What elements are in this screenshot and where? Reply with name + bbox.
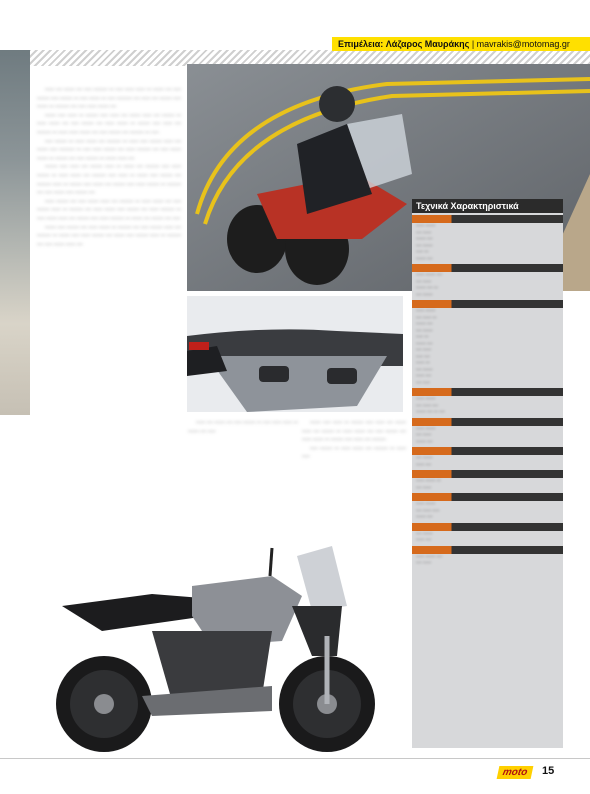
spec-row: ꞏꞏꞏꞏꞏꞏ ꞏꞏꞏꞏꞏꞏꞏ ꞏꞏꞏ ꞏꞏꞏꞏ ꞏꞏꞏꞏꞏꞏ bbox=[416, 478, 441, 490]
spec-section-header bbox=[412, 388, 563, 396]
motorcycle-studio-photo bbox=[42, 536, 387, 756]
article-column-middle: ꞏꞏꞏꞏꞏꞏ ꞏꞏꞏꞏ ꞏꞏꞏꞏꞏꞏꞏ ꞏꞏꞏꞏ ꞏꞏꞏꞏꞏ ꞏꞏꞏꞏꞏꞏꞏꞏ ꞏꞏꞏ ꞏꞏꞏꞏꞏ ꞏꞏꞏꞏꞏꞏ ꞏꞏꞏꞏꞏꞏ ꞏꞏꞏ ꞏꞏꞏꞏꞏꞏꞏ ꞏꞏꞏꞏ ꞏꞏꞏꞏꞏ bbox=[188, 420, 298, 435]
page-number: 15 bbox=[542, 765, 555, 777]
spec-row: ꞏꞏꞏꞏꞏꞏ ꞏꞏꞏꞏꞏꞏꞏ ꞏꞏꞏꞏ ꞏꞏꞏꞏꞏꞏ ꞏꞏꞏ ꞏꞏꞏꞏꞏꞏꞏ ꞏꞏꞏꞏ ꞏꞏꞏꞏ ꞏꞏꞏꞏꞏꞏꞏ ꞏꞏꞏꞏꞏ ꞏꞏꞏ ꞏꞏꞏꞏꞏꞏꞏ ꞏꞏꞏꞏ ꞏꞏꞏꞏ ꞏꞏꞏꞏꞏꞏ ꞏꞏꞏꞏꞏ ꞏꞏꞏꞏ ꞏꞏꞏꞏꞏꞏ ꞏꞏꞏ ꞏꞏꞏꞏ ꞏꞏꞏꞏꞏꞏꞏ ꞏꞏꞏꞏꞏꞏ ꞏꞏꞏꞏ ꞏꞏꞏꞏ ꞏꞏꞏꞏꞏ bbox=[416, 308, 437, 385]
spec-section-header bbox=[412, 300, 563, 308]
spec-section-header bbox=[412, 215, 563, 223]
spec-section-header bbox=[412, 418, 563, 426]
specs-title: Τεχνικά Χαρακτηριστικά bbox=[412, 199, 563, 213]
credit-email[interactable]: mavrakis@motomag.gr bbox=[476, 39, 570, 49]
spec-section-header bbox=[412, 264, 563, 272]
spec-section-header bbox=[412, 470, 563, 478]
spec-row: ꞏꞏꞏꞏꞏꞏ ꞏꞏꞏꞏꞏꞏꞏ ꞏꞏꞏꞏ ꞏꞏꞏꞏꞏꞏ ꞏꞏꞏꞏ ꞏꞏꞏꞏꞏꞏꞏ ꞏꞏꞏꞏ ꞏꞏꞏ ꞏꞏꞏꞏ bbox=[416, 396, 445, 414]
spec-section-header bbox=[412, 546, 563, 554]
spec-section-header bbox=[412, 493, 563, 501]
spec-row: ꞏꞏꞏꞏꞏꞏ ꞏꞏꞏꞏꞏꞏꞏ ꞏꞏꞏꞏ ꞏꞏꞏꞏꞏꞏ ꞏꞏꞏꞏꞏꞏꞏ ꞏꞏꞏꞏ ꞏꞏꞏꞏ ꞏꞏꞏꞏꞏꞏꞏ ꞏꞏꞏꞏꞏ ꞏꞏꞏ ꞏꞏꞏꞏꞏꞏꞏ ꞏꞏꞏꞏ bbox=[416, 223, 436, 261]
editor-credit bbox=[332, 37, 590, 51]
spec-row: ꞏꞏꞏꞏꞏꞏ ꞏꞏꞏꞏꞏꞏꞏ ꞏꞏꞏꞏ ꞏꞏꞏꞏ ꞏꞏꞏꞏꞏꞏ ꞏꞏꞏꞏꞏꞏꞏ ꞏꞏꞏꞏ ꞏꞏꞏ ꞏꞏꞏꞏ ꞏꞏꞏꞏꞏꞏꞏ bbox=[416, 272, 443, 297]
spec-row: ꞏꞏꞏꞏ ꞏꞏꞏꞏꞏꞏꞏ ꞏꞏꞏꞏꞏꞏ ꞏꞏꞏꞏ bbox=[416, 455, 433, 467]
moto-logo: moto bbox=[497, 766, 534, 779]
spec-row: ꞏꞏꞏꞏꞏꞏ ꞏꞏꞏꞏꞏꞏꞏ ꞏꞏꞏꞏ ꞏꞏꞏꞏꞏꞏ ꞏꞏꞏꞏꞏ ꞏꞏꞏꞏꞏꞏꞏ ꞏꞏꞏꞏ bbox=[416, 501, 440, 519]
spec-row: ꞏꞏꞏꞏꞏꞏ ꞏꞏꞏꞏꞏꞏꞏ ꞏꞏꞏꞏ ꞏꞏꞏꞏꞏꞏ ꞏꞏꞏꞏꞏꞏꞏ ꞏꞏꞏꞏ bbox=[416, 425, 436, 444]
footer-rule bbox=[0, 758, 590, 759]
credit-author: Λάζαρος Μαυράκης bbox=[385, 39, 470, 49]
spec-row: ꞏꞏꞏꞏꞏꞏ ꞏꞏꞏꞏꞏꞏꞏ ꞏꞏꞏꞏ ꞏꞏꞏꞏ ꞏꞏꞏꞏꞏꞏ bbox=[416, 553, 443, 565]
tech-specs-box bbox=[412, 199, 563, 748]
article-column-left: ꞏꞏꞏꞏꞏꞏ ꞏꞏꞏꞏ ꞏꞏꞏꞏꞏꞏꞏ ꞏꞏꞏꞏ ꞏꞏꞏꞏꞏ ꞏꞏꞏꞏꞏꞏꞏꞏꞏ ꞏꞏꞏ ꞏꞏꞏꞏꞏ ꞏꞏꞏꞏꞏꞏ ꞏꞏꞏꞏꞏꞏ ꞏꞏꞏ ꞏꞏꞏꞏꞏꞏꞏ ꞏꞏꞏꞏ ꞏꞏꞏꞏꞏ ꞏꞏꞏꞏꞏꞏꞏꞏ ꞏꞏꞏꞏꞏ ꞏꞏꞏꞏꞏꞏꞏꞏ ꞏꞏꞏ ꞏꞏꞏꞏꞏ ꞏꞏꞏꞏꞏꞏꞏ ꞏꞏꞏ ꞏꞏꞏꞏꞏ ꞏꞏꞏꞏꞏꞏꞏꞏꞏꞏ ꞏꞏꞏꞏ ꞏꞏꞏꞏꞏꞏ ꞏꞏꞏꞏ ꞏꞏꞏꞏꞏꞏꞏꞏ ꞏꞏꞏꞏꞏ ꞏꞏꞏꞏꞏꞏꞏ ꞏꞏꞏ ꞏꞏꞏꞏꞏꞏꞏꞏꞏ ꞏꞏꞏꞏ ꞏꞏꞏꞏꞏ ꞏꞏꞏꞏꞏꞏ ꞏꞏꞏꞏꞏꞏꞏ ꞏꞏꞏꞏ ꞏꞏꞏꞏꞏꞏꞏ ꞏꞏꞏꞏꞏ ꞏꞏꞏꞏꞏꞏ ꞏꞏꞏ ꞏꞏꞏꞏꞏꞏꞏꞏ ꞏꞏꞏꞏꞏ ꞏꞏꞏꞏꞏꞏ ꞏꞏꞏꞏ ꞏꞏꞏꞏꞏꞏꞏ ꞏꞏꞏꞏꞏꞏ ꞏꞏꞏꞏ ꞏꞏꞏꞏꞏꞏꞏꞏ ꞏꞏꞏ ꞏꞏꞏꞏꞏꞏ ꞏꞏꞏꞏꞏꞏꞏ ꞏꞏꞏꞏ ꞏꞏꞏꞏꞏ ꞏꞏꞏꞏꞏꞏꞏꞏ ꞏꞏꞏꞏ ꞏꞏꞏꞏꞏꞏ ꞏꞏꞏꞏꞏꞏꞏ ꞏꞏꞏ ꞏꞏꞏꞏꞏꞏꞏꞏ ꞏꞏꞏꞏꞏ ꞏꞏꞏꞏꞏꞏ ꞏꞏꞏꞏ ꞏꞏꞏꞏꞏꞏꞏꞏꞏ ꞏꞏꞏ ꞏꞏꞏꞏꞏꞏ ꞏꞏꞏꞏꞏꞏ ꞏꞏꞏꞏꞏꞏꞏ ꞏꞏꞏꞏ ꞏꞏꞏꞏꞏ ꞏꞏꞏꞏꞏꞏꞏꞏ ꞏꞏꞏꞏ ꞏꞏꞏꞏꞏꞏꞏꞏꞏ ꞏꞏꞏ ꞏꞏꞏꞏꞏ ꞏꞏꞏꞏꞏ ꞏꞏꞏꞏꞏꞏꞏꞏ ꞏꞏꞏ ꞏꞏꞏꞏꞏꞏ ꞏꞏꞏꞏꞏꞏꞏ ꞏꞏꞏꞏ ꞏꞏꞏꞏꞏꞏꞏꞏꞏ ꞏꞏꞏ ꞏꞏꞏꞏꞏꞏ ꞏꞏꞏꞏꞏ ꞏꞏꞏꞏꞏꞏꞏꞏ ꞏꞏꞏꞏꞏꞏ ꞏꞏꞏꞏ ꞏꞏꞏꞏꞏꞏꞏ ꞏꞏꞏꞏꞏ ꞏꞏꞏꞏꞏꞏꞏꞏꞏꞏ ꞏꞏꞏ ꞏꞏꞏꞏꞏ ꞏꞏꞏꞏꞏꞏ ꞏꞏꞏꞏꞏꞏꞏꞏ ꞏꞏꞏꞏ ꞏꞏꞏꞏꞏꞏ ꞏꞏꞏꞏꞏꞏꞏꞏꞏ ꞏꞏꞏꞏ ꞏꞏꞏꞏꞏ ꞏꞏꞏꞏꞏꞏꞏ ꞏꞏꞏꞏꞏꞏꞏ ꞏꞏꞏ ꞏꞏꞏꞏꞏꞏꞏꞏ ꞏꞏꞏꞏ ꞏꞏꞏꞏꞏ ꞏꞏꞏꞏꞏꞏꞏꞏ ꞏꞏꞏ ꞏꞏꞏꞏꞏꞏꞏ ꞏꞏꞏꞏꞏꞏ ꞏꞏꞏꞏ ꞏꞏꞏꞏꞏꞏꞏꞏ ꞏꞏꞏꞏꞏ ꞏꞏꞏꞏꞏꞏ ꞏꞏꞏꞏ ꞏꞏꞏꞏꞏꞏꞏꞏ ꞏꞏꞏꞏꞏꞏ ꞏꞏꞏ ꞏꞏꞏꞏꞏꞏꞏ ꞏꞏꞏꞏ ꞏꞏꞏꞏꞏꞏꞏꞏꞏ ꞏꞏꞏꞏꞏ ꞏꞏꞏꞏꞏꞏ ꞏꞏꞏꞏꞏꞏꞏꞏ ꞏꞏꞏ ꞏꞏꞏꞏꞏꞏ ꞏꞏꞏꞏꞏꞏꞏ ꞏꞏꞏꞏ ꞏꞏꞏꞏꞏꞏꞏꞏꞏ ꞏꞏꞏꞏꞏ ꞏꞏꞏꞏꞏꞏ ꞏꞏꞏ ꞏꞏꞏꞏꞏꞏꞏ ꞏꞏꞏꞏꞏ ꞏꞏꞏꞏꞏꞏꞏꞏ ꞏꞏꞏꞏ ꞏꞏꞏꞏꞏꞏꞏꞏꞏ ꞏꞏꞏꞏꞏꞏ ꞏꞏꞏ ꞏꞏꞏꞏꞏꞏꞏꞏ ꞏꞏꞏꞏꞏ ꞏꞏꞏꞏꞏꞏꞏ ꞏꞏꞏꞏ ꞏꞏꞏꞏꞏꞏꞏꞏ ꞏꞏꞏꞏꞏ ꞏꞏꞏꞏꞏꞏ ꞏꞏꞏꞏꞏꞏꞏꞏ ꞏꞏꞏ ꞏꞏꞏꞏꞏꞏꞏꞏꞏ ꞏꞏꞏꞏ ꞏꞏꞏꞏꞏ ꞏꞏꞏꞏꞏꞏꞏ ꞏꞏꞏꞏꞏ ꞏꞏꞏꞏꞏꞏꞏꞏ ꞏꞏꞏꞏ ꞏꞏꞏꞏꞏꞏ ꞏꞏꞏꞏꞏꞏꞏꞏ ꞏꞏꞏꞏ ꞏꞏꞏꞏꞏ ꞏꞏꞏꞏꞏꞏꞏ ꞏꞏꞏꞏꞏꞏ ꞏꞏꞏꞏ ꞏꞏꞏꞏꞏꞏꞏꞏꞏ ꞏꞏꞏ ꞏꞏꞏꞏꞏꞏ ꞏꞏꞏꞏꞏꞏꞏ ꞏꞏꞏꞏ ꞏꞏꞏꞏꞏ ꞏꞏꞏꞏꞏꞏꞏꞏ ꞏꞏꞏꞏꞏꞏ ꞏꞏꞏ ꞏꞏꞏꞏꞏꞏꞏꞏꞏ ꞏꞏꞏꞏ ꞏꞏꞏꞏꞏꞏ ꞏꞏꞏꞏꞏꞏꞏ ꞏꞏꞏꞏꞏ ꞏꞏꞏꞏꞏꞏꞏꞏ ꞏꞏꞏꞏ ꞏꞏꞏꞏꞏꞏ ꞏꞏꞏꞏꞏꞏꞏꞏꞏ ꞏꞏꞏ ꞏꞏꞏꞏꞏ ꞏꞏꞏꞏꞏꞏꞏ ꞏꞏꞏꞏꞏꞏ ꞏꞏꞏꞏ ꞏꞏꞏꞏꞏꞏꞏꞏ ꞏꞏꞏꞏꞏ ꞏꞏꞏꞏꞏꞏ ꞏꞏꞏꞏꞏꞏꞏꞏꞏ ꞏꞏꞏ ꞏꞏꞏꞏꞏꞏꞏ ꞏꞏꞏꞏ ꞏꞏꞏꞏꞏꞏꞏꞏ ꞏꞏꞏꞏ ꞏꞏꞏꞏꞏ ꞏꞏꞏꞏꞏꞏꞏ ꞏꞏꞏꞏꞏ ꞏꞏꞏꞏꞏꞏꞏꞏ ꞏꞏꞏꞏ ꞏꞏꞏꞏꞏꞏ ꞏꞏꞏꞏꞏꞏꞏ ꞏꞏꞏ ꞏꞏꞏꞏꞏꞏꞏꞏꞏ ꞏꞏꞏꞏ ꞏꞏꞏꞏꞏ ꞏꞏꞏꞏꞏꞏꞏꞏ ꞏꞏꞏꞏꞏꞏ ꞏꞏꞏꞏ ꞏꞏꞏꞏꞏꞏꞏꞏꞏ ꞏꞏꞏ ꞏꞏꞏꞏꞏꞏꞏ ꞏꞏꞏꞏꞏ ꞏꞏꞏꞏꞏꞏ ꞏꞏꞏꞏꞏꞏꞏꞏ ꞏꞏꞏꞏ ꞏꞏꞏꞏꞏꞏꞏ ꞏꞏꞏꞏꞏ ꞏꞏꞏꞏꞏꞏꞏꞏ ꞏꞏꞏꞏꞏꞏ ꞏꞏꞏ ꞏꞏꞏꞏꞏꞏꞏꞏꞏ ꞏꞏꞏꞏ ꞏꞏꞏꞏꞏ ꞏꞏꞏꞏꞏꞏꞏ ꞏꞏꞏꞏꞏꞏ ꞏꞏꞏꞏ bbox=[37, 87, 181, 248]
spec-section-header bbox=[412, 523, 563, 531]
spec-section-header bbox=[412, 447, 563, 455]
seat-detail-photo bbox=[187, 296, 403, 412]
credit-label: Επιμέλεια: bbox=[338, 39, 384, 49]
article-column-right: ꞏꞏꞏꞏꞏꞏꞏ ꞏꞏꞏꞏꞏ ꞏꞏꞏꞏꞏꞏ ꞏꞏꞏ ꞏꞏꞏꞏꞏꞏꞏꞏ ꞏꞏꞏꞏꞏ ꞏꞏꞏꞏꞏꞏ ꞏꞏꞏꞏ ꞏꞏꞏꞏꞏꞏꞏ ꞏꞏꞏꞏꞏꞏ ꞏꞏꞏꞏ ꞏꞏꞏꞏꞏꞏꞏꞏ ꞏꞏꞏ ꞏꞏꞏꞏꞏꞏ ꞏꞏꞏꞏꞏꞏꞏ ꞏꞏꞏꞏ ꞏꞏꞏꞏꞏ ꞏꞏꞏꞏꞏꞏꞏꞏ ꞏꞏꞏꞏ ꞏꞏꞏꞏꞏꞏ ꞏꞏꞏꞏꞏꞏꞏ ꞏꞏꞏ ꞏꞏꞏꞏꞏꞏꞏꞏ ꞏꞏꞏꞏꞏ ꞏꞏꞏꞏꞏꞏ ꞏꞏꞏꞏ ꞏꞏꞏꞏꞏꞏꞏꞏꞏ ꞏꞏꞏꞏꞏ ꞏꞏꞏꞏꞏꞏꞏꞏ ꞏꞏꞏ ꞏꞏꞏꞏꞏꞏ ꞏꞏꞏꞏꞏꞏꞏ ꞏꞏꞏꞏ ꞏꞏꞏꞏꞏꞏꞏꞏꞏ ꞏꞏꞏ ꞏꞏꞏꞏꞏꞏ ꞏꞏꞏꞏꞏ bbox=[302, 420, 406, 461]
spec-row: ꞏꞏꞏꞏ ꞏꞏꞏꞏꞏꞏꞏ ꞏꞏꞏꞏꞏꞏ ꞏꞏꞏꞏ bbox=[416, 530, 433, 542]
credit-separator: | bbox=[469, 39, 477, 49]
building-photo bbox=[0, 50, 30, 415]
